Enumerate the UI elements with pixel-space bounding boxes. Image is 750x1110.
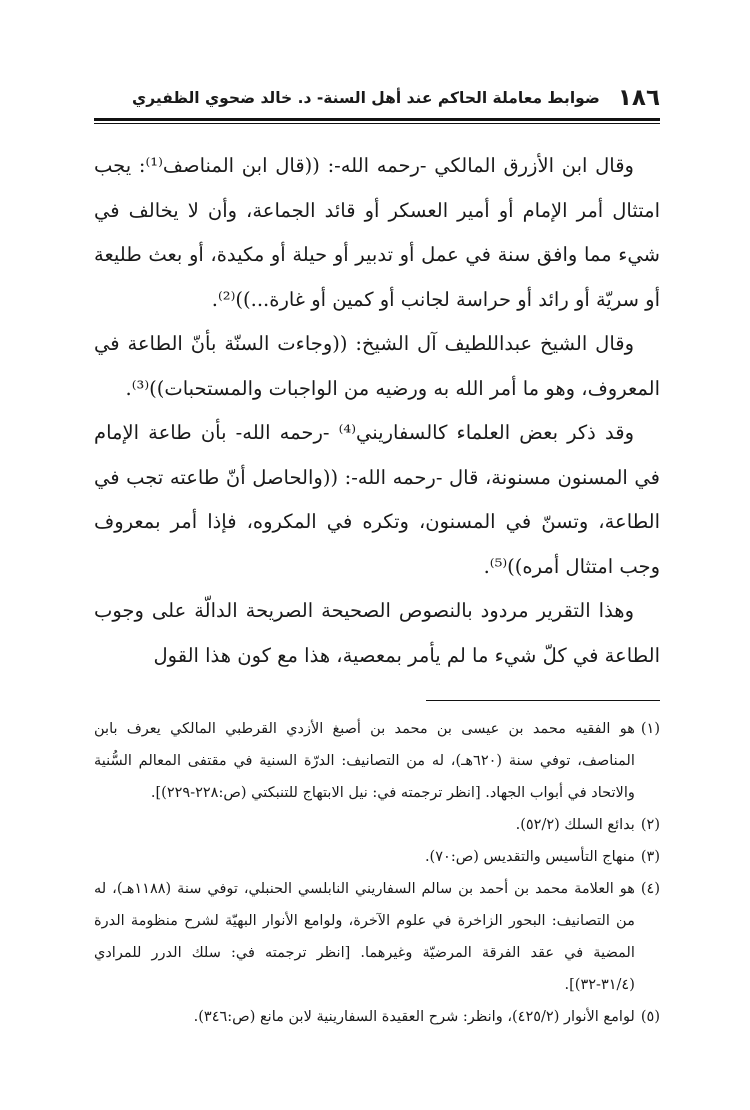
paragraph: وهذا التقرير مردود بالنصوص الصحيحة الصريحة الدالّة على وجوب الطاعة في كلّ شيء ما لم يأمر بمعصية، هذا مع كون هذا القول xyxy=(94,599,660,667)
paragraph: وقد ذكر بعض العلماء كالسفاريني⁽⁴⁾ -رحمه الله- بأن طاعة الإمام في المسنون مسنونة، قال -رحمه الله-: ((والحاصل أنّ طاعته تجب في الطاعة، وتسنّ في المسنون، وتكره في المكروه، فإذا أمر بمعروف وجب امتثال أمره))⁽⁵⁾. xyxy=(94,421,660,578)
main-text xyxy=(94,144,660,678)
page-header xyxy=(94,76,660,116)
footnotes xyxy=(94,713,660,1033)
footnote-number: (٤) xyxy=(640,881,660,897)
footnote xyxy=(94,1001,660,1033)
header-rule xyxy=(94,118,660,121)
footnote xyxy=(94,841,660,873)
book-page xyxy=(94,76,660,1033)
footnote-number: (١) xyxy=(640,721,660,737)
footnote-separator xyxy=(426,700,660,701)
header-rule-thin xyxy=(94,123,660,124)
footnote-text: منهاج التأسيس والتقديس (ص:٧٠). xyxy=(424,849,635,865)
paragraph: وقال ابن الأزرق المالكي -رحمه الله-: ((قال ابن المناصف⁽¹⁾: يجب امتثال أمر الإمام أو أمير العسكر أو قائد الجماعة، وأن لا يخالف في شيء مما وافق سنة في عمل أو تدبير أو حيلة أو مكيدة، أو بعث طليعة أو سريّة أو رائد أو حراسة لجانب أو كمين أو غارة...))⁽²⁾. xyxy=(94,154,660,311)
footnote-number: (٥) xyxy=(640,1009,660,1025)
footnote-text: بدائع السلك (٥٢/٢). xyxy=(515,817,635,833)
footnote xyxy=(94,873,660,1001)
footnote-text: هو العلامة محمد بن أحمد بن سالم السفاريني النابلسي الحنبلي، توفي سنة (١١٨٨هـ)، له من التصانيف: البحور الزاخرة في علوم الآخرة، ولوامع الأنوار البهيّة لشرح منظومة الدرة المضية في عقد الفرقة المرضيّة وغيرهما. [انظر ترجمته في: سلك الدرر للمرادي (٣١/٤-٣٢)]. xyxy=(94,881,635,993)
footnote xyxy=(94,809,660,841)
footnote-text: هو الفقيه محمد بن عيسى بن محمد بن أصبغ الأزدي القرطبي المالكي يعرف بابن المناصف، توفي سنة (٦٢٠هـ)، له من التصانيف: الدرّة السنية في مقتفى المعالم السُّنية والاتحاد في أبواب الجهاد. [انظر ترجمته في: نيل الابتهاج للتنبكتي (ص:٢٢٨-٢٢٩)]. xyxy=(94,721,635,801)
footnote-number: (٣) xyxy=(640,849,660,865)
paragraph: وقال الشيخ عبداللطيف آل الشيخ: ((وجاءت السنّة بأنّ الطاعة في المعروف، وهو ما أمر الله به ورضيه من الواجبات والمستحبات))⁽³⁾. xyxy=(94,332,660,400)
page-number: ١٨٦ xyxy=(617,85,660,111)
footnote xyxy=(94,713,660,809)
footnote-text: لوامع الأنوار (٤٢٥/٢)، وانظر: شرح العقيدة السفارينية لابن مانع (ص:٣٤٦). xyxy=(193,1009,635,1025)
running-title: ضوابط معاملة الحاكم عند أهل السنة- د. خالد ضحوي الظفيري xyxy=(132,89,600,107)
footnote-number: (٢) xyxy=(640,817,660,833)
